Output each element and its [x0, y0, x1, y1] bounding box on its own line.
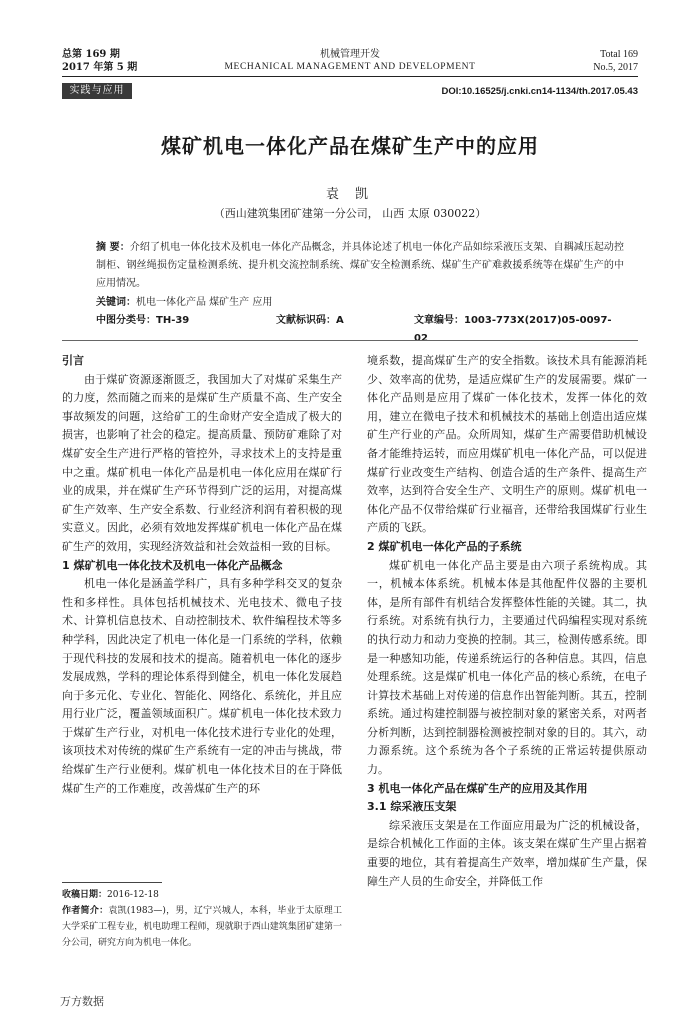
abstract-label: 摘 要： [96, 242, 130, 253]
author-bio [62, 903, 342, 951]
section-3-1-heading: 3.1 综采液压支架 [367, 800, 457, 814]
journal-name-cn: 机械管理开发 [320, 49, 380, 60]
header-right [593, 48, 638, 74]
clc-number: 中图分类号：TH-39 [96, 315, 190, 326]
issue-total-cn: 总第 169 期 [62, 49, 120, 60]
received-date [62, 887, 342, 903]
intro-heading: 引言 [62, 354, 84, 367]
footnote [62, 887, 342, 951]
section-3-1-paragraph: 综采液压支架是在工作面应用最为广泛的机械设备，是综合机械化工作面的主体。该支架在煤矿生产里占据着重要的地位，其有着提高生产效率，增加煤矿生产量，保障生产人员的生命安全，并降低工作 [367, 818, 647, 888]
received-label: 收稿日期： [62, 890, 108, 900]
section-3-heading: 3 机电一体化产品在煤矿生产的应用及其作用 [367, 781, 588, 795]
affiliation: （西山建筑集团矿建第一分公司， 山西 太原 030022） [213, 207, 487, 220]
section-2-heading: 2 煤矿机电一体化产品的子系统 [367, 539, 522, 553]
issue-year-cn: 2017 年第 5 期 [62, 62, 138, 73]
body-left-column [62, 352, 342, 798]
section-2-paragraph: 煤矿机电一体化产品主要是由六项子系统构成。其一，机械本体系统。机械本体是其他配件仪器的主要机体，是所有部件有机结合发挥整体性能的关键。其二，执行系统。对系统有执行力，主要通过代码编程实现对系统的执行动力和动力变换的控制。其三，检测传感系统。即是一种感知功能，传递系统运行的各种信息。其四，信息处理系统。这是煤矿机电一体化产品的核心系统，在电子计算技术基础上对传递的信息作出智能判断。其五，控制系统。通过构建控制器与被控制对象的紧密关系，对两者分析判断，达到控制器检测被控制对象的目的。其六，动力源系统。这个系统为各个子系统的正常运转提供原动力。 [367, 558, 647, 777]
continued-paragraph: 境系数，提高煤矿生产的安全指数。该技术具有能源消耗少、效率高的优势，是适应煤矿生产的发展需要。煤矿一体化产品则是应用了煤矿一体化技术，发挥一体化的效用，建立在微电子技术和机械技术的基础上创造出适应煤矿生产行业的产品。众所周知，煤矿生产需要借助机械设备才能维持运转，而应用煤矿机电一体化产品，可以促进煤矿行业改变生产结构、创造合适的生产条件、提高生产效率，达到符合安全生产、文明生产的原则。煤矿机电一体化产品不仅带给煤矿行业福音，还带给我国煤矿行业生产质的飞跃。 [367, 354, 647, 535]
header-left [62, 48, 137, 74]
journal-name-en: MECHANICAL MANAGEMENT AND DEVELOPMENT [224, 62, 476, 72]
section-1-heading: 1 煤矿机电一体化技术及机电一体化产品概念 [62, 558, 283, 572]
issue-total-en: Total 169 [600, 49, 638, 60]
section-badge: 实践与应用 [62, 83, 132, 99]
keywords [96, 294, 272, 312]
watermark: 万方数据 [60, 995, 104, 1008]
abstract-text: 介绍了机电一体化技术及机电一体化产品概念，并具体论述了机电一体化产品如综采液压支架、自耦减压起动控制柜、钢丝绳损伤定量检测系统、提升机交流控制系统、煤矿安全检测系统、煤矿生产矿难救援系统等在煤矿生产的中应用情况。 [96, 242, 625, 289]
footnote-rule [62, 882, 162, 883]
body-right-column [367, 352, 647, 891]
abstract [96, 239, 624, 293]
issue-no-en: No.5, 2017 [593, 62, 638, 73]
author-bio-text: 袁凯(1983—)，男，辽宁兴城人，本科，毕业于太原理工大学采矿工程专业，机电助理工程师，现就职于西山建筑集团矿建第一分公司，研究方向为机电一体化。 [62, 906, 342, 948]
intro-paragraph: 由于煤矿资源逐渐匮乏，我国加大了对煤矿采集生产的力度，然而随之而来的是煤矿生产质量不高、生产安全事故频发的问题，这给矿工的生命财产安全造成了极大的损害，也影响了社会的稳定。提高质量、预防矿难除了对煤矿安全生产进行严格的管控外，寻求技术上的支持是重中之重。煤矿机电一体化产品是机电一体化应用在煤矿行业的成果，并在煤矿生产环节得到广泛的运用，对提高煤矿生产效率、生产安全系数、行业经济利润有着积极的现实意义。因此，必须有效地发挥煤矿机电一体化产品在煤矿生产的效用，实现经济效益和社会效益相一致的目标。 [62, 372, 342, 553]
abstract-separator [62, 340, 638, 341]
author: 袁 凯 [325, 187, 375, 202]
header-center [200, 48, 500, 74]
doc-code: 文献标识码：A [276, 315, 344, 326]
section-1-paragraph: 机电一体化是涵盖学科广，具有多种学科交叉的复杂性和多样性。具体包括机械技术、光电技术、微电子技术、计算机信息技术、自动控制技术、软件编程技术等多种学科，因此决定了机电一体化是一门系统的学科，依赖于现代科技的发展和技术的提高。随着机电一体化的逐步发展成熟，学科的理论体系得到健全，机电一体化发展趋向于多元化、专业化、智能化、网络化、系统化，并且应用行业广泛，覆盖领域面积广。煤矿机电一体化技术致力于煤矿生产行业，对机电一体化技术进行专业化的处理，该项技术对传统的煤矿生产系统有一定的冲击与挑战，带给煤矿生产行业便利。煤矿机电一体化技术目的在于降低煤矿生产的工作难度，改善煤矿生产的环 [62, 577, 342, 795]
article-number: 文章编号：1003-773X(2017)05-0097-02 [414, 315, 612, 344]
keywords-text: 机电一体化产品 煤矿生产 应用 [136, 297, 273, 308]
received-value: 2016-12-18 [107, 890, 159, 900]
doi: DOI:10.16525/j.cnki.cn14-1134/th.2017.05.43 [441, 86, 638, 97]
author-bio-label: 作者简介： [62, 906, 109, 916]
keywords-label: 关键词： [96, 297, 136, 308]
paper-title: 煤矿机电一体化产品在煤矿生产中的应用 [161, 134, 539, 158]
header-rule [62, 76, 638, 77]
